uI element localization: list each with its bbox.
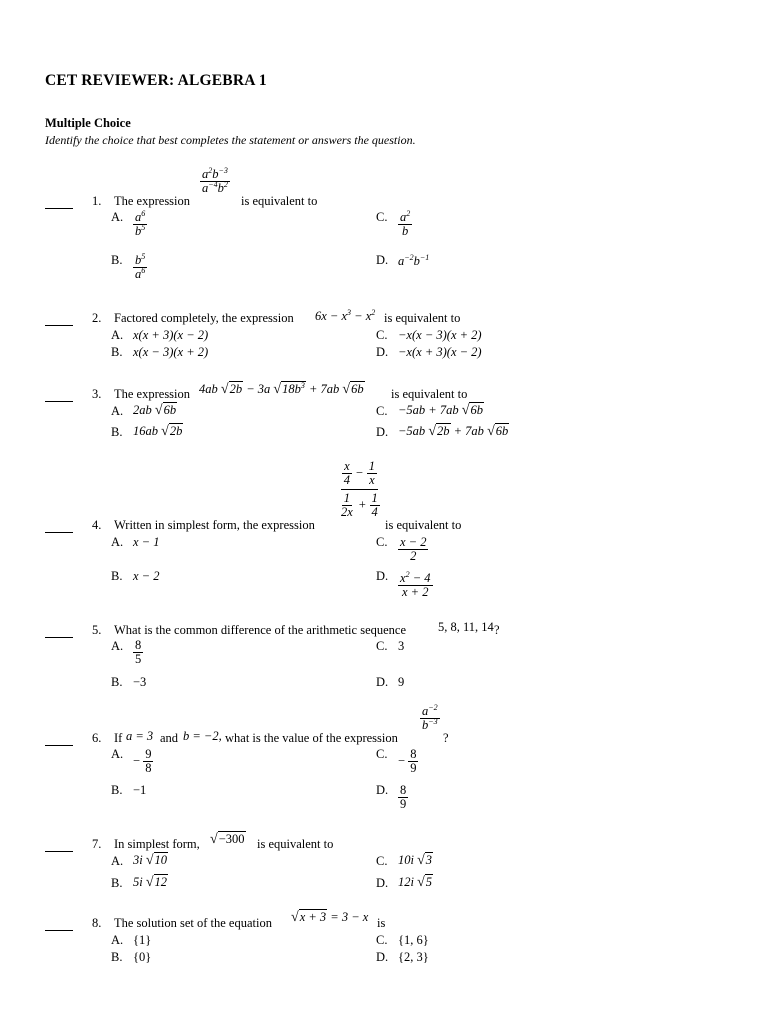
question-stem-4a: Written in simplest form, the expression [114,518,315,532]
expression-5: 5, 8, 11, 14 [438,620,494,634]
question-stem-5a: What is the common difference of the arithmetic sequence [114,623,407,637]
choice-8a[interactable]: {1} [133,933,152,947]
question-stem-6b: and [160,731,179,745]
choice-3b[interactable]: 16ab √2b [133,424,183,439]
choice-5d[interactable]: 9 [398,675,405,689]
choice-3c[interactable]: −5ab + 7ab √6b [398,403,483,418]
choice-8d[interactable]: {2, 3} [398,950,429,964]
question-stem-7b: is equivalent to [257,837,334,851]
answer-blank-6[interactable] [45,745,73,746]
answer-blank-7[interactable] [45,851,73,852]
choice-label-3c[interactable]: C. [376,404,388,418]
question-stem-5b: ? [494,623,500,637]
question-stem-3a: The expression [114,387,191,401]
expression-3: 4ab √2b − 3a $√18b^3 + 7ab$ √6b [199,380,364,397]
choice-5c[interactable]: 3 [398,639,405,653]
choice-7d[interactable]: 12i √5 [398,875,433,890]
choice-label-5d[interactable]: D. [376,675,389,689]
answer-blank-8[interactable] [45,930,73,931]
section-title: Multiple Choice [45,116,131,130]
question-stem-6d: ? [443,731,449,745]
choice-label-4c[interactable]: C. [376,535,388,549]
expression-6: $\frac{a^{-2}}{b^{-3}}$ [422,702,438,733]
choice-label-5a[interactable]: A. [111,639,124,653]
choice-label-1c[interactable]: C. [376,210,388,224]
expression-4: $\frac{x}{4}$ − $\frac{1}{x}$ $\frac{1}{2x}$ + $\frac{1}{4}$ [341,459,378,520]
choice-label-6a[interactable]: A. [111,747,124,761]
choice-label-4d[interactable]: D. [376,569,389,583]
choice-2a[interactable]: x(x + 3)(x − 2) [133,328,209,342]
choice-label-2d[interactable]: D. [376,345,389,359]
choice-label-2c[interactable]: C. [376,328,388,342]
choice-label-3d[interactable]: D. [376,425,389,439]
choice-2d[interactable]: −x(x + 3)(x − 2) [398,345,482,359]
question-number-6: 6. [92,731,102,745]
choice-label-8c[interactable]: C. [376,933,388,947]
expression-7: √−300 [210,832,245,847]
answer-blank-4[interactable] [45,532,73,533]
instructions: Identify the choice that best completes the statement or answers the question. [45,133,416,147]
question-stem-4b: is equivalent to [385,518,462,532]
choice-4d[interactable]: $\frac{x^2 - 4}{x + 2}$ [400,569,431,600]
choice-1d[interactable]: $a^{-2}b^{-1}$ [398,252,430,268]
choice-2b[interactable]: x(x − 3)(x + 2) [133,345,209,359]
choice-5a[interactable]: $\frac{8}{5}$ [135,638,142,667]
answer-blank-1[interactable] [45,208,73,209]
choice-3d[interactable]: −5ab √2b + 7ab √6b [398,424,509,439]
question-number-1: 1. [92,194,102,208]
choice-label-2a[interactable]: A. [111,328,124,342]
choice-label-8d[interactable]: D. [376,950,389,964]
choice-label-5b[interactable]: B. [111,675,123,689]
choice-label-3b[interactable]: B. [111,425,123,439]
choice-6a[interactable]: − $\frac{9}{8}$ [133,747,152,776]
choice-2c[interactable]: −x(x − 3)(x + 2) [398,328,482,342]
choice-label-4b[interactable]: B. [111,569,123,583]
choice-8c[interactable]: {1, 6} [398,933,429,947]
question-number-5: 5. [92,623,102,637]
question-stem-6c: what is the value of the expression [225,731,398,745]
choice-1a[interactable]: $\frac{a^6}{b^5}$ [135,208,146,239]
choice-label-8a[interactable]: A. [111,933,124,947]
choice-label-5c[interactable]: C. [376,639,388,653]
choice-6c[interactable]: − $\frac{8}{9}$ [398,747,417,776]
choice-7a[interactable]: 3i √10 [133,853,168,868]
question-number-2: 2. [92,311,102,325]
answer-blank-3[interactable] [45,401,73,402]
question-number-3: 3. [92,387,102,401]
question-stem-7a: In simplest form, [114,837,200,851]
question-number-7: 7. [92,837,102,851]
question-number-4: 4. [92,518,102,532]
given-b: b = −2, [183,729,222,743]
choice-7c[interactable]: 10i √3 [398,853,433,868]
question-stem-1a: The expression [114,194,191,208]
choice-1c[interactable]: $\frac{a^2}{b}$ [400,208,411,239]
choice-label-1a[interactable]: A. [111,210,124,224]
choice-label-7d[interactable]: D. [376,876,389,890]
choice-4c[interactable]: $\frac{x - 2}{2}$ [400,535,427,564]
choice-label-3a[interactable]: A. [111,404,124,418]
choice-label-6c[interactable]: C. [376,747,388,761]
choice-label-7c[interactable]: C. [376,854,388,868]
given-a: a = 3 [126,729,154,743]
question-stem-3b: is equivalent to [391,387,468,401]
choice-4a[interactable]: x − 1 [133,535,160,549]
choice-label-6d[interactable]: D. [376,783,389,797]
choice-label-6b[interactable]: B. [111,783,123,797]
expression-8: √x + 3 = 3 − x [291,910,369,925]
question-stem-2b: is equivalent to [384,311,461,325]
page-title: CET REVIEWER: ALGEBRA 1 [45,72,267,89]
choice-8b[interactable]: {0} [133,950,152,964]
expression-2: $6x - x^3 - x^2$ [315,307,376,323]
choice-label-8b[interactable]: B. [111,950,123,964]
choice-label-4a[interactable]: A. [111,535,124,549]
expression-1: $\frac{a^2b^{-3}}{a^{-4}b^2}$ [202,165,228,196]
choice-7b[interactable]: 5i √12 [133,875,168,890]
question-stem-8a: The solution set of the equation [114,916,272,930]
answer-blank-5[interactable] [45,637,73,638]
answer-blank-2[interactable] [45,325,73,326]
choice-label-2b[interactable]: B. [111,345,123,359]
choice-6b[interactable]: −1 [133,783,147,797]
choice-label-7b[interactable]: B. [111,876,123,890]
choice-label-1b[interactable]: B. [111,253,123,267]
question-stem-1b: is equivalent to [241,194,318,208]
question-stem-6a: If [114,731,123,745]
choice-4b[interactable]: x − 2 [133,569,160,583]
choice-label-7a[interactable]: A. [111,854,124,868]
choice-label-1d[interactable]: D. [376,253,389,267]
question-stem-2a: Factored completely, the expression [114,311,294,325]
choice-3a[interactable]: 2ab √6b [133,403,177,418]
choice-5b[interactable]: −3 [133,675,147,689]
question-stem-8b: is [377,916,386,930]
choice-6d[interactable]: $\frac{8}{9}$ [400,783,407,812]
choice-1b[interactable]: $\frac{b^5}{a^6}$ [135,251,146,282]
question-number-8: 8. [92,916,102,930]
